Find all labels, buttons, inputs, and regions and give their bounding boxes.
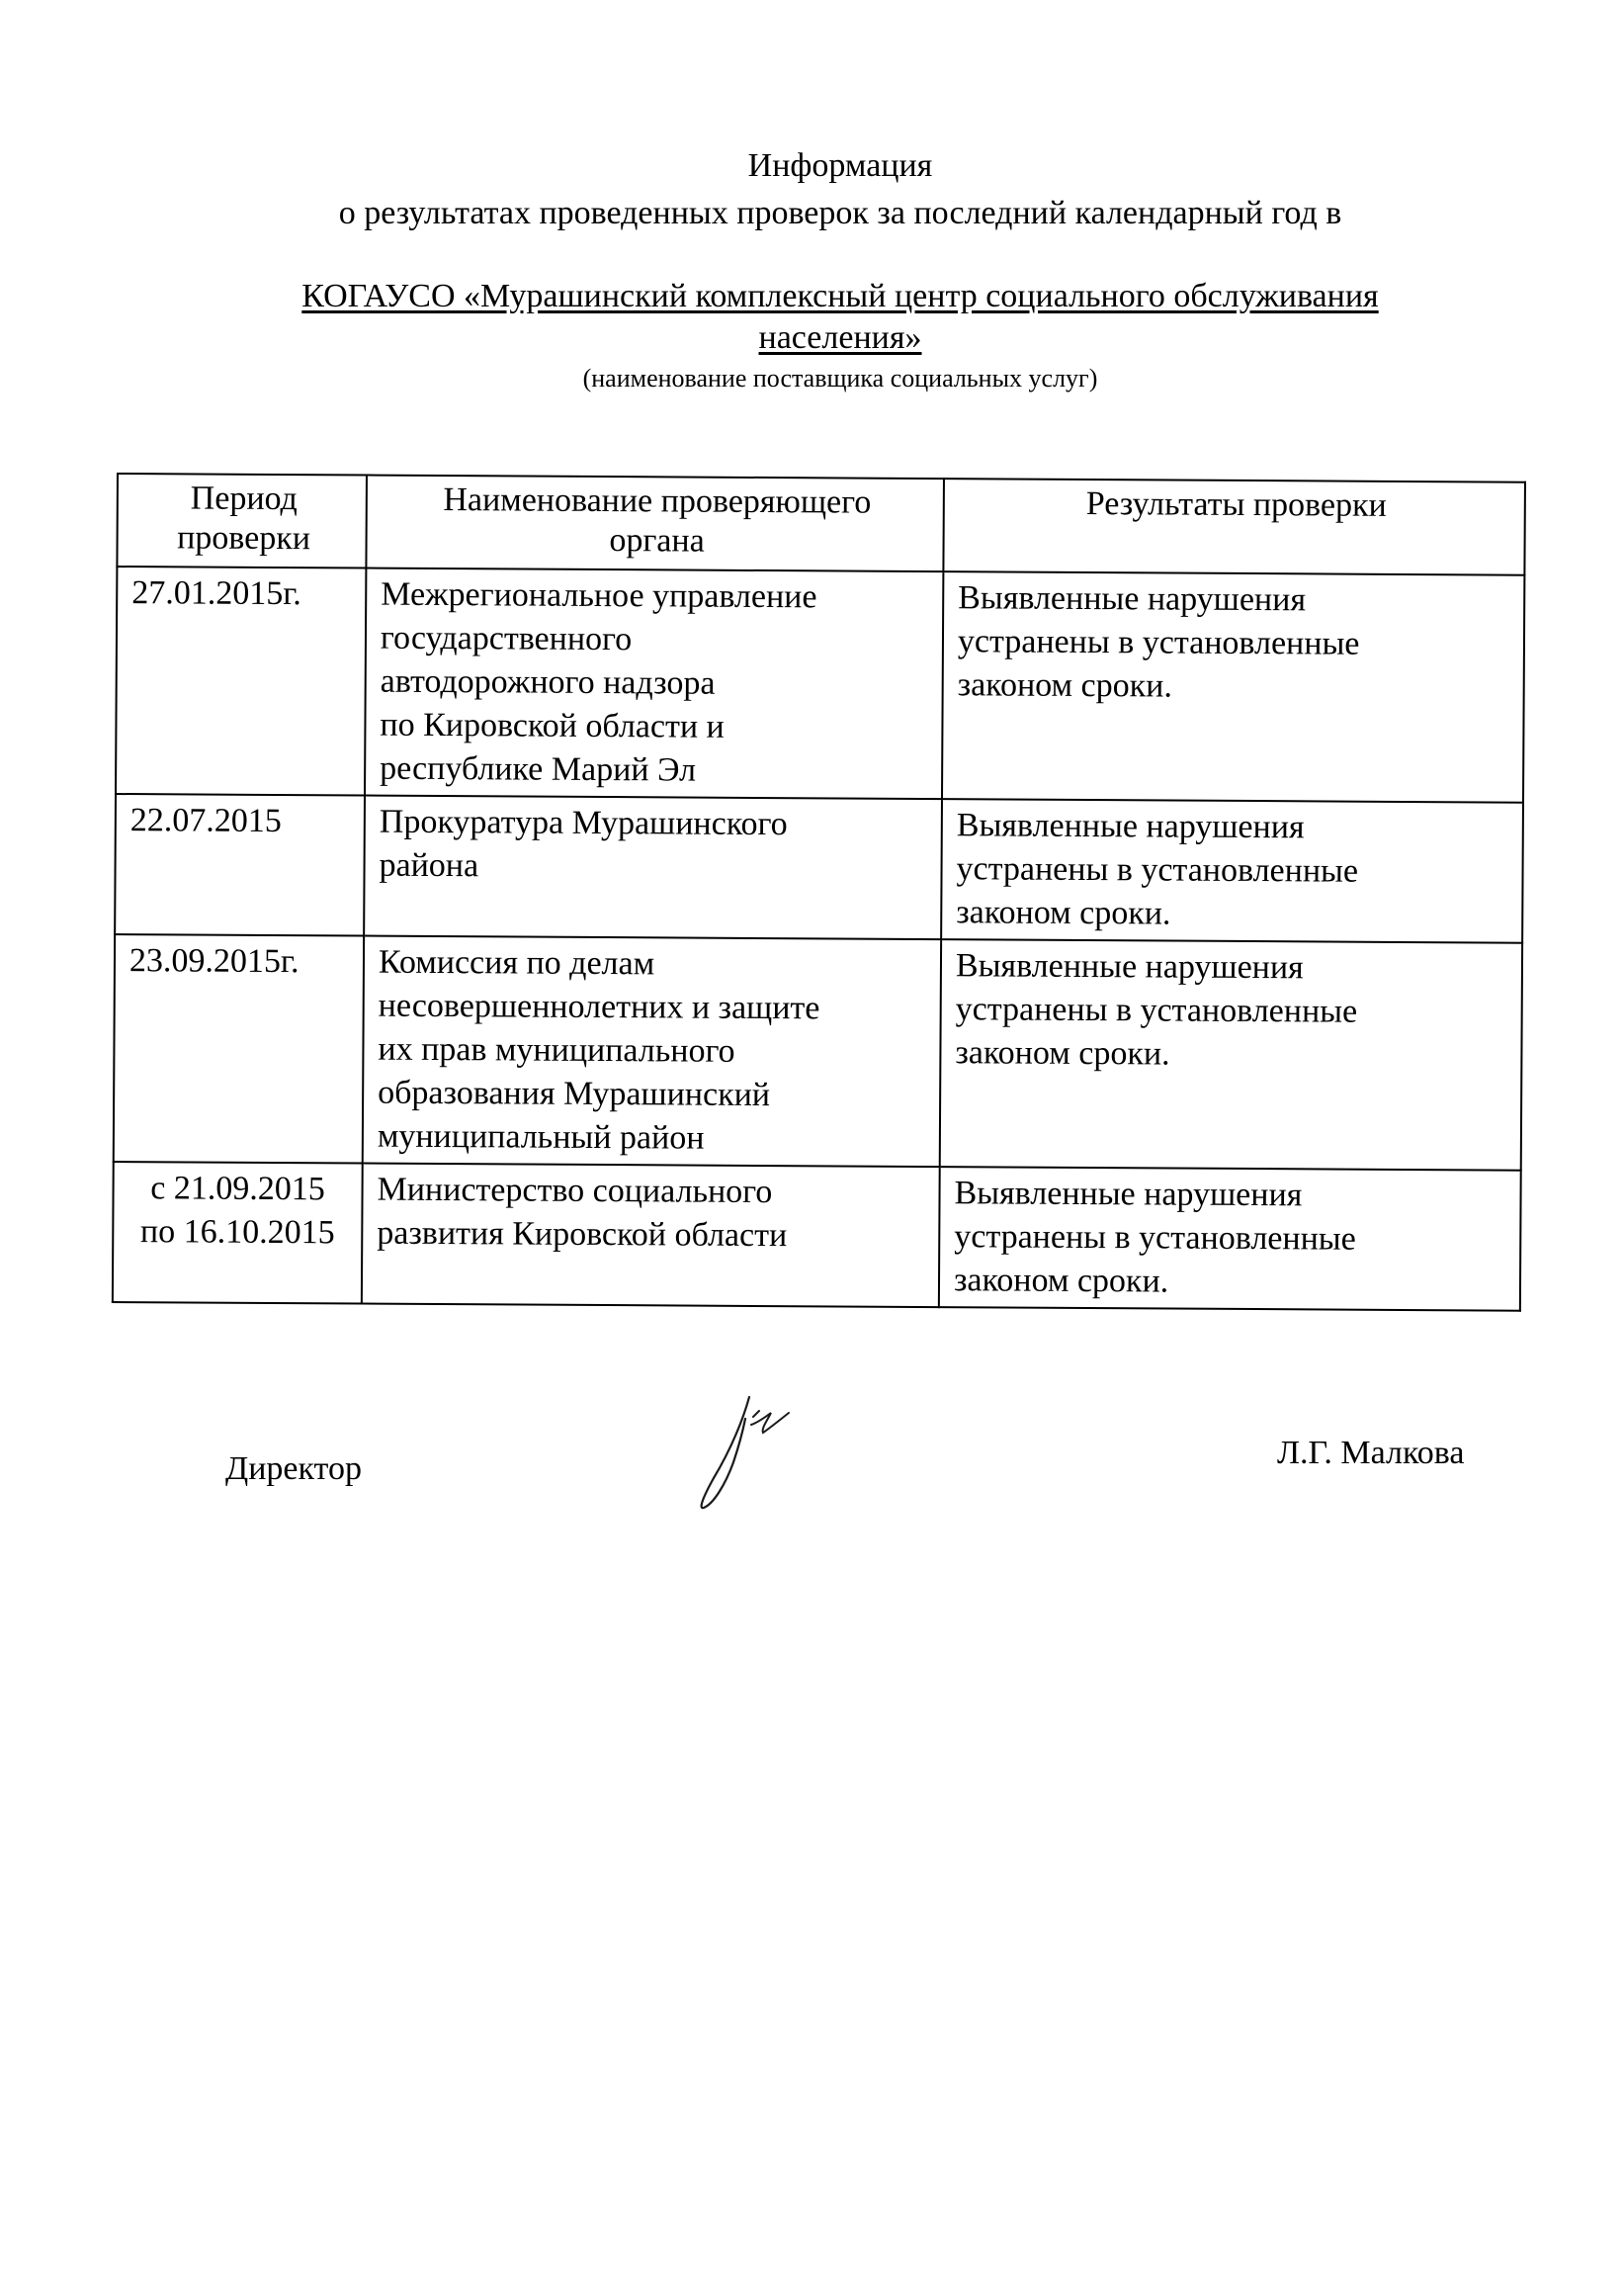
column-header-result: Результаты проверки: [943, 479, 1525, 575]
signatory-position: Директор: [225, 1450, 362, 1487]
period-cell: 23.09.2015г.: [114, 934, 364, 1164]
handwritten-signature: [692, 1389, 801, 1518]
document-title: Информация: [747, 147, 933, 184]
column-header-organ: Наименование проверяющего органа: [366, 476, 944, 572]
table-header-row: [117, 474, 1525, 575]
result-cell: Выявленные нарушения устранены в установленные законом сроки.: [939, 1167, 1521, 1311]
period-cell: 22.07.2015: [115, 794, 365, 936]
signatory-name: Л.Г. Малкова: [1277, 1435, 1465, 1471]
period-cell: 27.01.2015г.: [116, 567, 366, 796]
organ-cell: Министерство социального развития Кировской области: [362, 1164, 940, 1308]
result-cell: Выявленные нарушения устранены в установленные законом сроки.: [942, 571, 1524, 803]
organ-cell: Межрегиональное управление государственного автодорожного надзора по Кировской области и республике Марий Эл: [365, 568, 943, 800]
document-subtitle: о результатах проведенных проверок за последний календарный год в: [338, 195, 1342, 231]
organization-name-line1: КОГАУСО «Мурашинский комплексный центр социального обслуживания: [301, 278, 1379, 314]
table-row: [113, 1162, 1521, 1311]
table-row: [115, 794, 1523, 943]
period-cell: с 21.09.2015 по 16.10.2015: [113, 1162, 363, 1304]
organization-name-line2: населения»: [758, 319, 922, 356]
result-cell: Выявленные нарушения устранены в установленные законом сроки.: [941, 799, 1523, 943]
column-header-period: Период проверки: [117, 474, 367, 568]
organ-cell: Комиссия по делам несовершеннолетних и защите их прав муниципального образования Мурашинский муниципальный район: [363, 936, 941, 1168]
inspection-results-table: [112, 473, 1526, 1312]
result-cell: Выявленные нарушения устранены в установленные законом сроки.: [940, 939, 1522, 1171]
organ-cell: Прокуратура Мурашинского района: [364, 796, 942, 940]
table-row: [114, 934, 1522, 1171]
organization-caption: (наименование поставщика социальных услуг): [582, 364, 1098, 393]
table-row: [116, 567, 1524, 803]
